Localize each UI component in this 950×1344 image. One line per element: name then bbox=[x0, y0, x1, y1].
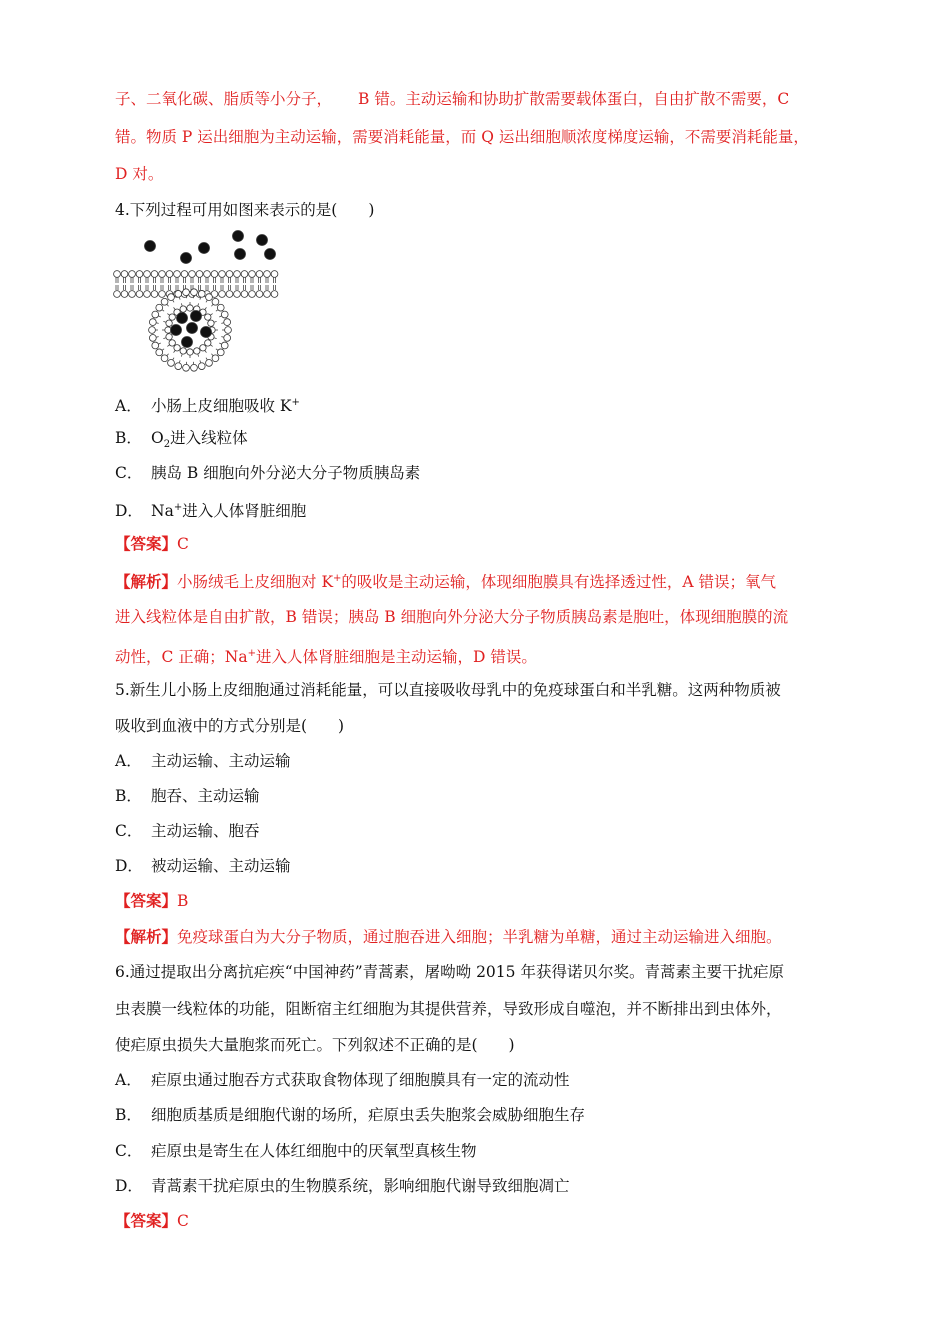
vesicle-lipid-outer bbox=[152, 342, 159, 349]
prev-explanation-line-2: 错。物质 P 运出细胞为主动运输，需要消耗能量，而 Q 运出细胞顺浓度梯度运输，不需要消耗能量， bbox=[115, 128, 809, 146]
q4-option-b: B． $O_2$进入线粒体 bbox=[115, 429, 248, 451]
vesicle-lipid-tail bbox=[156, 337, 159, 338]
lipid-head-inner bbox=[114, 291, 121, 298]
lipid-head-inner bbox=[151, 291, 158, 298]
lipid-head-outer bbox=[174, 271, 181, 278]
vesicle-lipid-tail bbox=[158, 316, 160, 317]
vesicle-lipid-inner bbox=[180, 348, 186, 354]
endocytosis-membrane-diagram bbox=[112, 228, 284, 378]
q6-stem-line-2: 虫表膜一线粒体的功能，阻断宿主红细胞为其提供营养，导致形成自噬泡，并不断排出到虫体外， bbox=[115, 1000, 782, 1018]
vesicle-lipid-outer bbox=[191, 289, 198, 296]
lipid-head-outer bbox=[181, 271, 188, 278]
vesicle-lipid-inner bbox=[166, 320, 172, 326]
lipid-head-outer bbox=[204, 271, 211, 278]
vesicle-lipid-outer bbox=[156, 304, 163, 311]
vesicle-lipid-inner bbox=[187, 305, 193, 311]
vesicle-lipid-tail bbox=[162, 349, 164, 351]
q6-option-b: B． 细胞质基质是细胞代谢的场所，疟原虫丢失胞浆会威胁细胞生存 bbox=[115, 1106, 586, 1124]
q4-analysis-line-2: 进入线粒体是自由扩散，B 错误；胰岛 B 细胞向外分泌大分子物质胰岛素是胞吐，体现细胞膜的流 bbox=[115, 608, 789, 626]
vesicle-lipid-tail bbox=[205, 307, 207, 309]
q6-answer: 【答案】C bbox=[115, 1211, 189, 1230]
particle-inside bbox=[171, 325, 182, 336]
q5-option-c: C． 主动运输、胞吞 bbox=[115, 822, 260, 840]
vesicle-lipid-outer bbox=[175, 363, 182, 370]
vesicle-lipid-outer bbox=[183, 289, 190, 296]
vesicle-lipid-outer bbox=[191, 364, 198, 371]
q4-analysis-line-1: 【解析】小肠绒毛上皮细胞对 K+的吸收是主动运输，体现细胞膜具有选择透过性，A 错误；氧气 bbox=[115, 572, 777, 592]
q5-stem-line-2: 吸收到血液中的方式分别是( ) bbox=[115, 717, 345, 735]
vesicle-lipid-tail bbox=[198, 303, 199, 306]
vesicle-lipid-tail bbox=[156, 323, 159, 324]
vesicle-lipid-outer bbox=[224, 335, 231, 342]
vesicle-lipid-tail bbox=[216, 310, 218, 312]
vesicle-lipid-inner bbox=[166, 334, 172, 340]
vesicle-lipid-tail bbox=[179, 297, 180, 299]
lipid-head-outer bbox=[241, 271, 248, 278]
vesicle-lipid-inner bbox=[169, 340, 175, 346]
prev-explanation-line-1: 子、二氧化碳、脂质等小分子， B 错。主动运输和协助扩散需要载体蛋白，自由扩散不需要，C bbox=[115, 90, 790, 108]
lipid-head-outer bbox=[129, 271, 136, 278]
particle-inside bbox=[201, 327, 212, 338]
vesicle-lipid-tail bbox=[174, 307, 176, 309]
q6-option-a: A． 疟原虫通过胞吞方式获取食物体现了细胞膜具有一定的流动性 bbox=[115, 1071, 570, 1089]
q4-option-a: A． 小肠上皮细胞吸收 K+ bbox=[115, 397, 300, 416]
particle-outside bbox=[199, 243, 210, 254]
q4-option-c: C． 胰岛 B 细胞向外分泌大分子物质胰岛素 bbox=[115, 464, 421, 482]
vesicle-lipid-outer bbox=[212, 298, 219, 305]
vesicle-lipid-outer bbox=[198, 363, 205, 370]
lipid-head-outer bbox=[249, 271, 256, 278]
vesicle-lipid-outer bbox=[206, 294, 213, 301]
q6-option-c: C． 疟原虫是寄生在人体红细胞中的厌氧型真核生物 bbox=[115, 1142, 477, 1160]
vesicle-lipid-outer bbox=[225, 327, 232, 334]
particle-inside bbox=[191, 311, 202, 322]
vesicle-lipid-inner bbox=[200, 345, 206, 351]
lipid-head-outer bbox=[159, 271, 166, 278]
particle-inside bbox=[187, 323, 198, 334]
vesicle-lipid-inner bbox=[205, 340, 211, 346]
lipid-head-inner bbox=[234, 291, 241, 298]
vesicle-lipid-inner bbox=[205, 314, 211, 320]
vesicle-lipid-outer bbox=[149, 319, 156, 326]
q5-option-a: A． 主动运输、主动运输 bbox=[115, 752, 291, 770]
vesicle-lipid-tail bbox=[211, 354, 213, 356]
q4-stem: 4.下列过程可用如图来表示的是( ) bbox=[115, 201, 375, 219]
vesicle-lipid-outer bbox=[206, 360, 213, 367]
vesicle-lipid-tail bbox=[179, 360, 180, 362]
vesicle-lipid-tail bbox=[198, 354, 199, 357]
lipid-head-outer bbox=[211, 271, 218, 278]
particle-outside bbox=[181, 253, 192, 264]
lipid-head-inner bbox=[249, 291, 256, 298]
lipid-head-inner bbox=[159, 291, 166, 298]
vesicle-lipid-tail bbox=[181, 354, 182, 357]
lipid-head-outer bbox=[166, 271, 173, 278]
vesicle-lipid-outer bbox=[168, 294, 175, 301]
vesicle-lipid-tail bbox=[163, 338, 166, 339]
vesicle-lipid-outer bbox=[149, 327, 156, 334]
particle-outside bbox=[265, 249, 276, 260]
vesicle-lipid-outer bbox=[217, 304, 224, 311]
lipid-head-outer bbox=[271, 271, 278, 278]
particle-inside bbox=[177, 313, 188, 324]
lipid-head-outer bbox=[114, 271, 121, 278]
lipid-head-inner bbox=[256, 291, 263, 298]
lipid-head-outer bbox=[226, 271, 233, 278]
q6-option-d: D． 青蒿素干扰疟原虫的生物膜系统，影响细胞代谢导致细胞凋亡 bbox=[115, 1177, 570, 1195]
lipid-head-inner bbox=[271, 291, 278, 298]
vesicle-lipid-outer bbox=[221, 311, 228, 318]
lipid-head-outer bbox=[121, 271, 128, 278]
q5-option-b: B． 胞吞、主动运输 bbox=[115, 787, 260, 805]
vesicle-lipid-tail bbox=[167, 345, 169, 347]
vesicle-lipid-outer bbox=[221, 342, 228, 349]
particle-outside bbox=[235, 249, 246, 260]
vesicle-lipid-tail bbox=[162, 310, 164, 312]
q4-analysis-line-3: 动性，C 正确；Na+进入人体肾脏细胞是主动运输，D 错误。 bbox=[115, 648, 537, 667]
q5-analysis: 【解析】免疫球蛋白为大分子物质，通过胞吞进入细胞；半乳糖为单糖，通过主动运输进入细胞。 bbox=[115, 927, 782, 946]
vesicle-lipid-inner bbox=[208, 320, 214, 326]
vesicle-lipid-inner bbox=[180, 306, 186, 312]
vesicle-lipid-inner bbox=[169, 314, 175, 320]
lipid-head-outer bbox=[264, 271, 271, 278]
vesicle-lipid-outer bbox=[175, 290, 182, 297]
vesicle-lipid-tail bbox=[219, 343, 221, 344]
lipid-head-outer bbox=[151, 271, 158, 278]
vesicle-lipid-inner bbox=[174, 345, 180, 351]
lipid-head-inner bbox=[241, 291, 248, 298]
q5-option-d: D． 被动运输、主动运输 bbox=[115, 857, 291, 875]
vesicle-lipid-tail bbox=[206, 300, 207, 302]
vesicle-lipid-tail bbox=[200, 360, 201, 362]
vesicle-lipid-tail bbox=[214, 338, 217, 339]
vesicle-lipid-outer bbox=[156, 349, 163, 356]
lipid-head-inner bbox=[121, 291, 128, 298]
vesicle-lipid-inner bbox=[194, 348, 200, 354]
q6-stem-line-1: 6.通过提取出分离抗疟疾“中国神药”青蒿素，屠呦呦 2015 年获得诺贝尔奖。青蒿素主要干扰疟原 bbox=[115, 963, 784, 981]
q4-option-d: D． Na+进入人体肾脏细胞 bbox=[115, 502, 307, 521]
vesicle-lipid-outer bbox=[198, 290, 205, 297]
vesicle-lipid-tail bbox=[219, 316, 221, 317]
q5-stem-line-1: 5.新生儿小肠上皮细胞通过消耗能量，可以直接吸收母乳中的免疫球蛋白和半乳糖。这两种物质被 bbox=[115, 681, 781, 699]
lipid-head-inner bbox=[226, 291, 233, 298]
vesicle-lipid-tail bbox=[158, 343, 160, 344]
particle-outside bbox=[233, 231, 244, 242]
vesicle-lipid-tail bbox=[173, 300, 174, 302]
lipid-head-outer bbox=[219, 271, 226, 278]
vesicle-lipid-tail bbox=[181, 303, 182, 306]
q6-stem-line-3: 使疟原虫损失大量胞浆而死亡。下列叙述不正确的是( ) bbox=[115, 1036, 515, 1054]
lipid-head-outer bbox=[189, 271, 196, 278]
vesicle-lipid-outer bbox=[224, 319, 231, 326]
vesicle-lipid-tail bbox=[205, 350, 207, 352]
lipid-head-outer bbox=[136, 271, 143, 278]
particle-outside bbox=[257, 235, 268, 246]
vesicle-lipid-inner bbox=[187, 349, 193, 355]
vesicle-lipid-outer bbox=[183, 364, 190, 371]
vesicle-lipid-tail bbox=[167, 314, 169, 316]
lipid-head-inner bbox=[136, 291, 143, 298]
vesicle-lipid-tail bbox=[221, 323, 224, 324]
vesicle-lipid-outer bbox=[161, 355, 168, 362]
lipid-head-inner bbox=[219, 291, 226, 298]
q4-answer: 【答案】C bbox=[115, 534, 189, 553]
vesicle-lipid-outer bbox=[149, 335, 156, 342]
vesicle-lipid-outer bbox=[152, 311, 159, 318]
lipid-head-inner bbox=[144, 291, 151, 298]
vesicle-lipid-outer bbox=[212, 355, 219, 362]
vesicle-lipid-outer bbox=[217, 349, 224, 356]
vesicle-lipid-tail bbox=[216, 349, 218, 351]
vesicle-lipid-tail bbox=[210, 345, 212, 347]
prev-explanation-line-3: D 对。 bbox=[115, 165, 164, 183]
lipid-head-inner bbox=[264, 291, 271, 298]
vesicle-lipid-tail bbox=[167, 304, 169, 306]
vesicle-lipid-tail bbox=[163, 321, 166, 322]
lipid-head-outer bbox=[144, 271, 151, 278]
particle-inside bbox=[182, 337, 193, 348]
q5-answer: 【答案】B bbox=[115, 891, 189, 910]
vesicle-lipid-tail bbox=[214, 321, 217, 322]
vesicle-lipid-tail bbox=[221, 337, 224, 338]
vesicle-lipid-tail bbox=[210, 314, 212, 316]
vesicle-lipid-tail bbox=[211, 304, 213, 306]
vesicle-lipid-tail bbox=[206, 358, 207, 360]
vesicle-lipid-tail bbox=[173, 358, 174, 360]
vesicle-lipid-outer bbox=[161, 298, 168, 305]
vesicle-lipid-tail bbox=[167, 354, 169, 356]
vesicle-lipid-outer bbox=[168, 360, 175, 367]
lipid-head-outer bbox=[256, 271, 263, 278]
particle-outside bbox=[145, 241, 156, 252]
lipid-head-outer bbox=[196, 271, 203, 278]
vesicle-lipid-tail bbox=[174, 350, 176, 352]
lipid-head-outer bbox=[234, 271, 241, 278]
lipid-head-inner bbox=[129, 291, 136, 298]
